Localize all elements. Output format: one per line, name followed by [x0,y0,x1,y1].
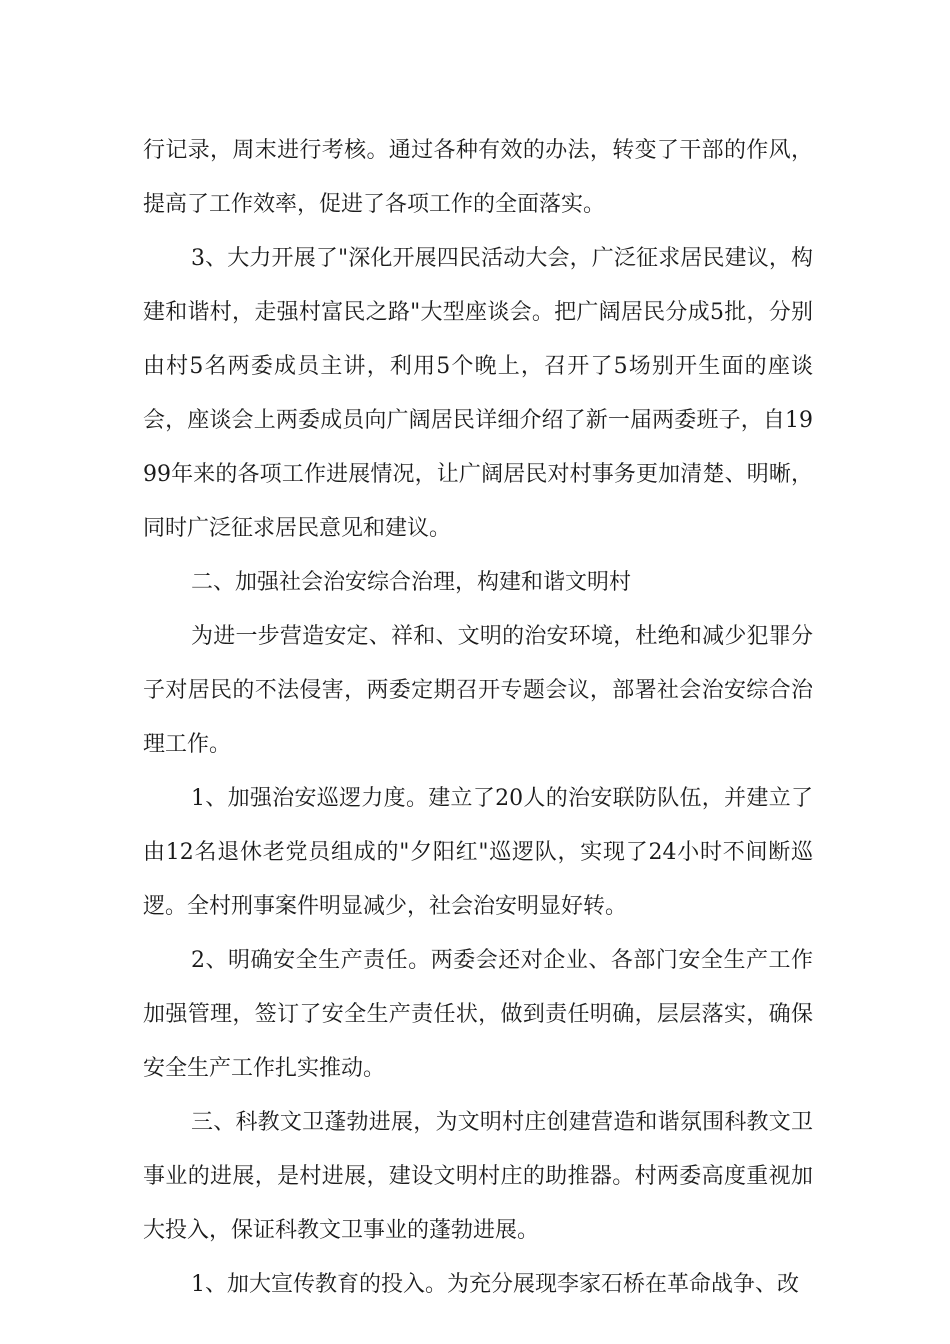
paragraph-continuation: 行记录，周末进行考核。通过各种有效的办法，转变了干部的作风，提高了工作效率，促进了各项工作的全面落实。 [143,138,813,217]
paragraph-item-2-safety: 2、明确安全生产责任。两委会还对企业、各部门安全生产工作加强管理，签订了安全生产责任状，做到责任明确，层层落实，确保安全生产工作扎实推动。 [143,948,813,1081]
document-body [143,124,813,1312]
paragraph-section-2-intro: 为进一步营造安定、祥和、文明的治安环境，杜绝和减少犯罪分子对居民的不法侵害，两委定期召开专题会议，部署社会治安综合治理工作。 [143,624,813,757]
paragraph-item-1-publicity: 1、加大宣传教育的投入。为充分展现李家石桥在革命战争、改 [191,1272,799,1297]
paragraph-item-3: 3、大力开展了"深化开展四民活动大会，广泛征求居民建议，构建和谐村，走强村富民之路"大型座谈会。把广阔居民分成5批，分别由村5名两委成员主讲，利用5个晚上，召开了5场别开生面的座谈会，座谈会上两委成员向广阔居民详细介绍了新一届两委班子，自1999年来的各项工作进展情况，让广阔居民对村事务更加清楚、明晰，同时广泛征求居民意见和建议。 [143,246,813,541]
paragraph-item-1-patrol: 1、加强治安巡逻力度。建立了20人的治安联防队伍，并建立了由12名退休老党员组成的"夕阳红"巡逻队，实现了24小时不间断巡逻。全村刑事案件明显减少，社会治安明显好转。 [143,786,813,919]
section-heading-3: 三、科教文卫蓬勃进展，为文明村庄创建营造和谐氛围科教文卫事业的进展，是村进展，建设文明村庄的助推器。村两委高度重视加大投入，保证科教文卫事业的蓬勃进展。 [143,1110,813,1243]
section-heading-2: 二、加强社会治安综合治理，构建和谐文明村 [191,570,632,595]
